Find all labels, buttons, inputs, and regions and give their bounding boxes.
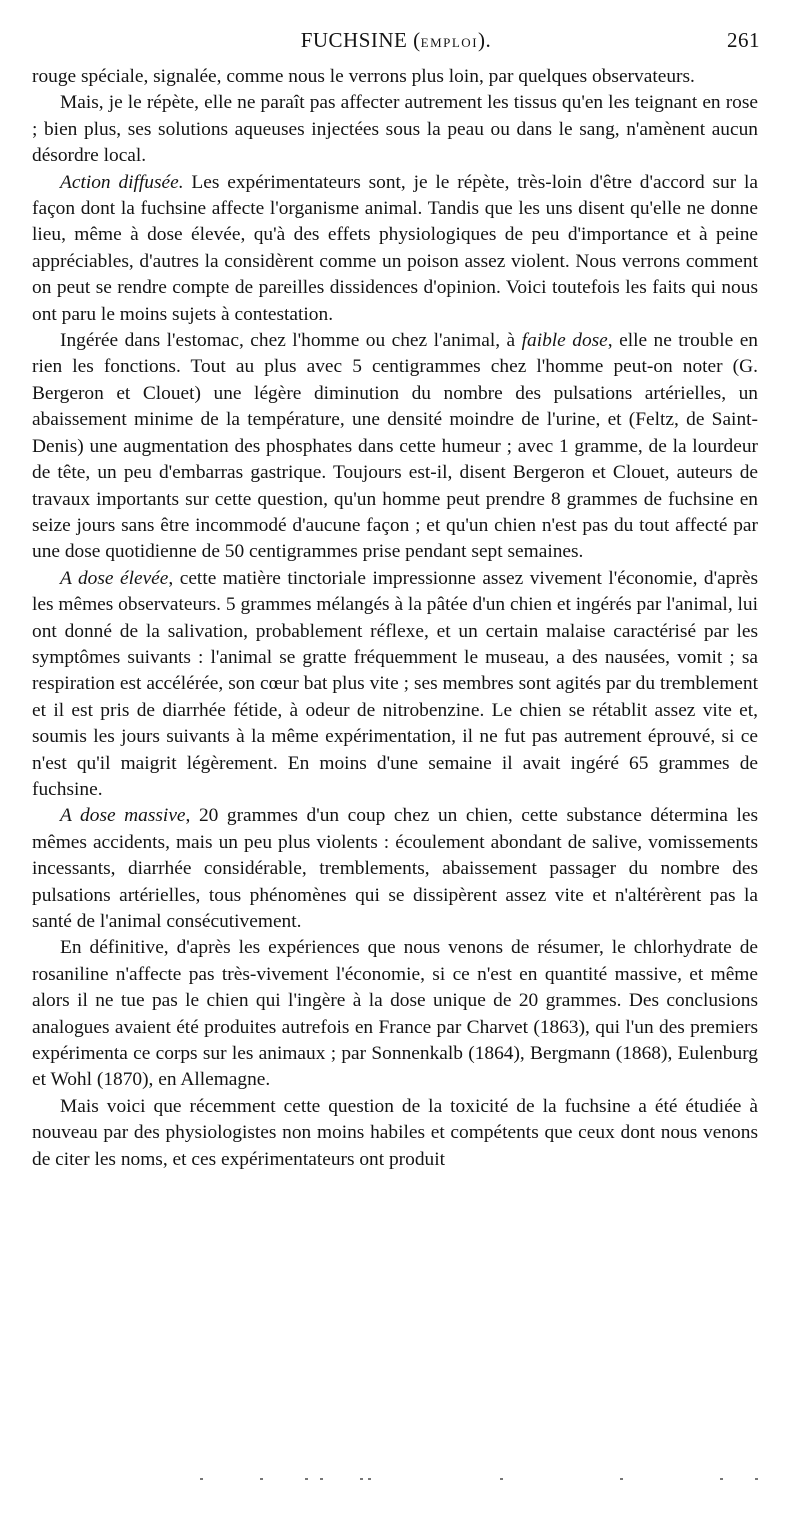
- scan-speck: [200, 1478, 203, 1480]
- paragraph: [32, 90, 758, 169]
- paragraph-text: , 20 grammes d'un coup chez un chien, cette substance détermina les mêmes accidents, mais un peu plus violents : écoulement abondant de salive, vomissements incessants, diarrhée considérable, tremblements, abaissement passager du nombre des pulsations artérielles, tous phénomènes qui se dissipèrent assez vite et n'altérèrent pas la santé de l'animal consécutivement.: [32, 805, 759, 932]
- scan-speck: [305, 1478, 308, 1480]
- section-lead: A dose élevée: [60, 567, 169, 589]
- paragraph-text: Ingérée dans l'estomac, chez l'homme ou chez l'animal, à: [60, 330, 522, 352]
- section-lead: Action diffusée.: [60, 171, 184, 193]
- scan-speck: [500, 1478, 503, 1480]
- paragraph-dose-elevee: [32, 566, 758, 804]
- scan-speck: [620, 1478, 623, 1480]
- paragraph-text: , elle ne trouble en rien les fonctions. Tout au plus avec 5 centigrammes chez l'homme peut-on noter (G. Bergeron et Clouet) une légère diminution du nombre des pulsations artérielles, un abaissement minime de la température, une densité moindre de l'urine, et (Feltz, de Saint-Denis) une augmentation des phosphates dans cette humeur ; avec 1 gramme, de la lourdeur de tête, un peu d'embarras gastrique. Toujours est-il, disent Bergeron et Clouet, auteurs de travaux importants sur cette question, qu'un homme peut prendre 8 grammes de fuchsine en seize jours sans être incommodé d'aucune façon ; et qu'un chien n'est pas du tout affecté par une dose quotidienne de 50 centigrammes prise pendant sept semaines.: [32, 330, 758, 563]
- paragraph-text: , cette matière tinctoriale impressionne assez vivement l'économie, d'après les mêmes observateurs. 5 grammes mélangés à la pâtée d'un chien et ingérés par l'animal, lui ont donné de la salivation, probablement réflexe, et un certain malaise caractérisé par les symptômes suivants : l'animal se gratte fréquemment le museau, a des nausées, vomit ; sa respiration est accélérée, son cœur bat plus vite ; ses membres sont agités par du tremblement et il est pris de diarrhée fétide, à odeur de nitrobenzine. Le chien se rétablit assez vite et, soumis les jours suivants à la même expérimentation, il ne fut pas autrement éprouvé, si ce n'est qu'il maigrit légèrement. En moins d'une semaine il avait ingéré 65 grammes de fuchsine.: [32, 567, 759, 800]
- emphasis: faible dose: [521, 330, 608, 352]
- scan-specks: [200, 1476, 760, 1482]
- paragraph-text: Mais voici que récemment cette question de la toxicité de la fuchsine a été étudiée à nouveau par des physiologistes non moins habiles et compétents que ceux dont nous venons de citer les noms, et ces expérimentateurs ont produit: [32, 1095, 758, 1170]
- running-title-subtitle: EMPLOI: [420, 35, 479, 50]
- body-text: [32, 64, 758, 1173]
- running-title-paren-close: ).: [478, 28, 492, 52]
- paragraph-en-definitive: [32, 935, 758, 1093]
- section-lead: A dose massive: [60, 805, 186, 827]
- running-header: [32, 28, 760, 58]
- scan-speck: [755, 1478, 758, 1480]
- paragraph-faible-dose: [32, 328, 758, 566]
- paragraph-final: [32, 1094, 758, 1173]
- running-title-main: FUCHSINE: [300, 28, 408, 52]
- running-title: [32, 28, 760, 53]
- paragraph-action-diffusee: [32, 170, 758, 328]
- paragraph-text: rouge spéciale, signalée, comme nous le verrons plus loin, par quelques observateurs.: [32, 66, 695, 87]
- running-title-paren-open: (: [413, 28, 421, 52]
- paragraph-text: Les expérimentateurs sont, je le répète, très-loin d'être d'accord sur la façon dont la fuchsine affecte l'organisme animal. Tandis que les uns disent qu'elle ne donne lieu, même à dose élevée, qu'à des effets physiologiques de peu d'importance et à peine appréciables, d'autres la considèrent comme un poison assez violent. Nous verrons comment on peut se rendre compte de pareilles dissidences d'opinion. Voici toutefois les faits qui nous ont paru le moins sujets à contestation.: [32, 171, 759, 325]
- scan-speck: [320, 1478, 323, 1480]
- paragraph-continuation: [32, 64, 758, 90]
- paragraph-text: Mais, je le répète, elle ne paraît pas affecter autrement les tissus qu'en les teignant en rose ; bien plus, ses solutions aqueuses injectées sous la peau ou dans le sang, n'amènent aucun désordre local.: [32, 92, 758, 167]
- scan-speck: [720, 1478, 723, 1480]
- page-number: 261: [727, 28, 760, 52]
- scan-speck: [260, 1478, 263, 1480]
- paragraph-text: En définitive, d'après les expériences que nous venons de résumer, le chlorhydrate de rosaniline n'affecte pas très-vivement l'économie, si ce n'est en quantité massive, et même alors il ne tue pas le chien qui l'ingère à la dose unique de 20 grammes. Des conclusions analogues avaient été produites autrefois en France par Charvet (1863), qui l'un des premiers expérimenta ce corps sur les animaux ; par Sonnenkalb (1864), Bergmann (1868), Eulenburg et Wohl (1870), en Allemagne.: [32, 937, 758, 1091]
- paragraph-dose-massive: [32, 803, 758, 935]
- scan-speck: [360, 1478, 363, 1480]
- scan-speck: [368, 1478, 371, 1480]
